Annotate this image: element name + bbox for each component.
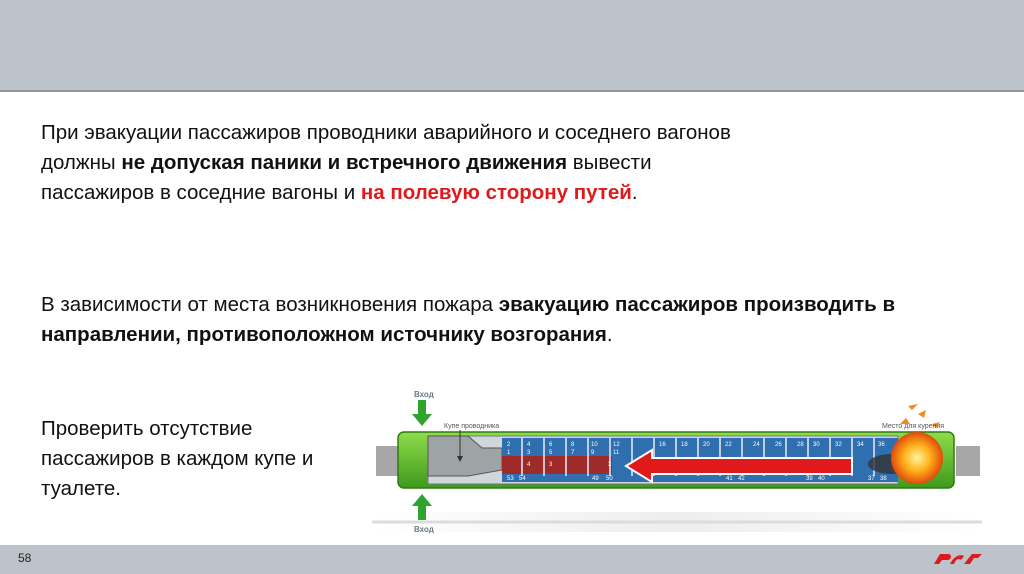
right-coupling (956, 446, 980, 476)
svg-text:3: 3 (608, 462, 612, 468)
svg-text:20: 20 (703, 442, 710, 448)
bold-no-panic: не допуская паники и встречного движения (121, 151, 568, 174)
svg-text:36: 36 (878, 442, 885, 448)
paragraph-check-compartments: Проверить отсутствие пассажиров в каждом купе и туалете. (41, 417, 314, 500)
paragraph-evacuation-direction: В зависимости от места возникновения пожара эвакуацию пассажиров производить в направлении, противоположном источнику возгорания. (41, 293, 896, 346)
conductor-compartment-label: Купе проводника (444, 423, 500, 430)
svg-text:49: 49 (592, 476, 599, 482)
svg-text:4: 4 (527, 442, 531, 448)
footer-band (0, 545, 1024, 574)
train-car-diagram (372, 384, 982, 544)
svg-text:3: 3 (549, 462, 553, 468)
entry-arrow-top (412, 400, 432, 426)
svg-text:4: 4 (527, 462, 531, 468)
svg-text:22: 22 (725, 442, 732, 448)
svg-text:30: 30 (813, 442, 820, 448)
entry-label-bottom: Вход (414, 525, 434, 534)
svg-text:6: 6 (549, 442, 553, 448)
svg-text:28: 28 (797, 442, 804, 448)
svg-text:16: 16 (659, 442, 666, 448)
entry-label-top: Вход (414, 390, 434, 399)
svg-text:18: 18 (681, 442, 688, 448)
svg-text:32: 32 (835, 442, 842, 448)
svg-text:12: 12 (613, 442, 620, 448)
left-coupling (376, 446, 398, 476)
svg-text:8: 8 (571, 442, 575, 448)
svg-text:5: 5 (549, 450, 553, 456)
svg-text:34: 34 (857, 442, 864, 448)
paragraph-evacuation-duties: При эвакуации пассажиров проводники аварийного и соседнего вагонов должны не допуская паники и встречного движения вывести пассажиров в соседние вагоны и на полевую сторону путей. (41, 121, 731, 204)
svg-text:10: 10 (591, 442, 598, 448)
svg-text:41: 41 (726, 476, 733, 482)
svg-text:38: 38 (880, 476, 887, 482)
header-band (0, 0, 1024, 90)
svg-text:54: 54 (519, 476, 526, 482)
svg-text:1: 1 (507, 450, 511, 456)
svg-text:40: 40 (818, 476, 825, 482)
highlight-field-side: на полевую сторону путей (360, 181, 632, 204)
svg-text:53: 53 (507, 476, 514, 482)
svg-text:26: 26 (775, 442, 782, 448)
svg-text:42: 42 (738, 476, 745, 482)
svg-text:9: 9 (591, 450, 595, 456)
svg-text:39: 39 (806, 476, 813, 482)
svg-text:24: 24 (753, 442, 760, 448)
bold-evacuation-direction: эвакуацию пассажиров производить в направлении, противоположном источнику возгорания (41, 293, 896, 346)
header-divider (0, 90, 1024, 92)
svg-text:2: 2 (507, 442, 511, 448)
svg-text:37: 37 (868, 476, 875, 482)
svg-text:50: 50 (606, 476, 613, 482)
svg-text:3: 3 (527, 450, 531, 456)
rzd-logo (930, 550, 986, 568)
svg-text:7: 7 (571, 450, 575, 456)
page-number: 58 (18, 551, 32, 565)
smoking-area-label: Место для курения (882, 423, 945, 430)
svg-text:11: 11 (613, 450, 620, 456)
